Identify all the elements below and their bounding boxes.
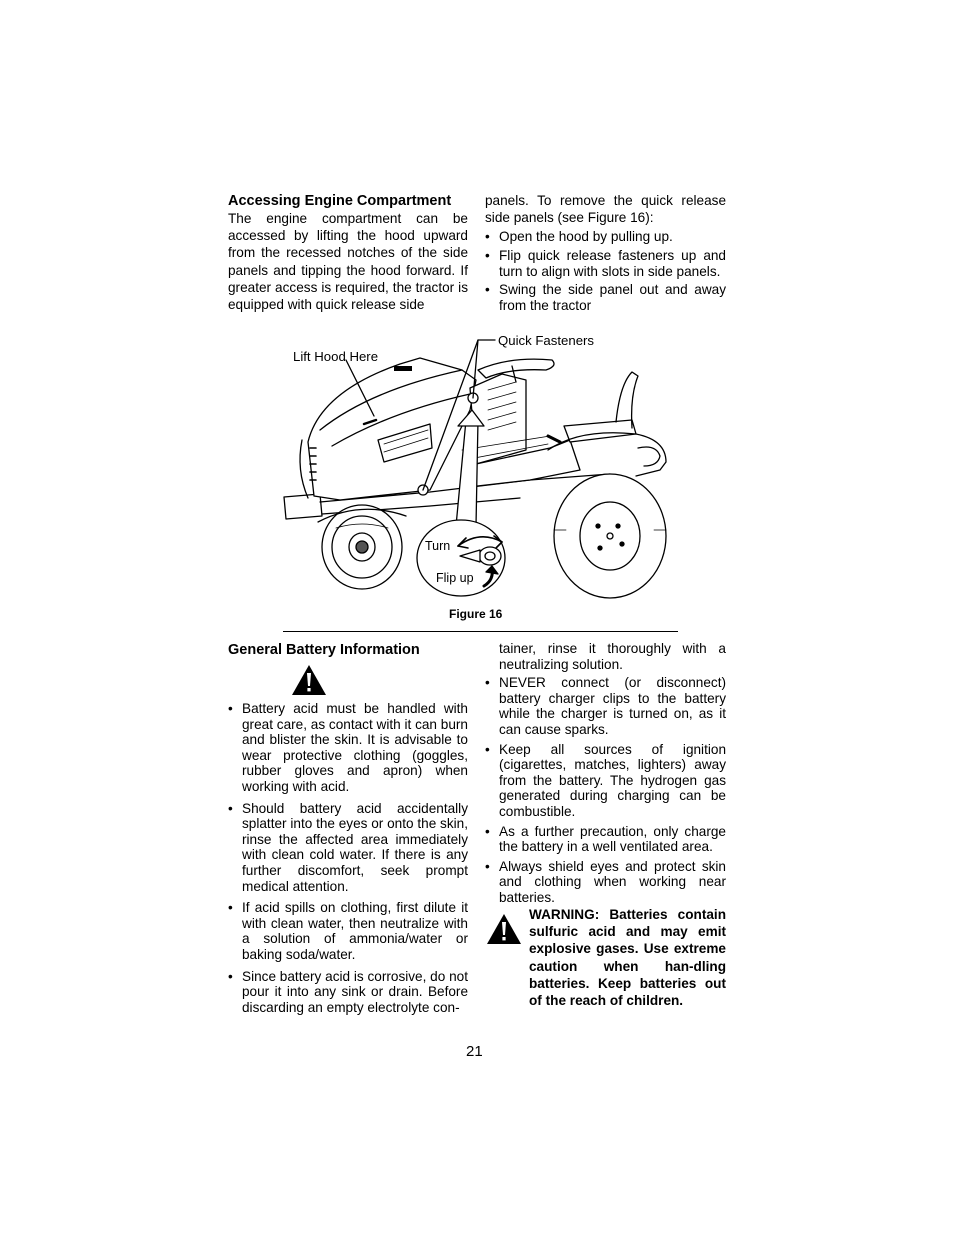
warning-triangle-icon xyxy=(291,664,327,696)
list-item: • If acid spills on clothing, first dilute it with clean water, then neutralize with a solution of ammonia/water or baking soda/water. xyxy=(228,900,468,962)
battery-warning-text: WARNING: Batteries contain sulfuric acid and may emit explosive gases. Use extreme caution when han-dling batteries. Keep batteries out of the reach of children. xyxy=(529,907,726,1009)
flip-up-label: Flip up xyxy=(436,571,474,585)
engine-compartment-paragraph: The engine compartment can be accessed by lifting the hood upward from the recessed notches of the side panels and tipping the hood forward. If greater access is required, the tractor is equipped with quick release side xyxy=(228,211,468,313)
list-item: • NEVER connect (or disconnect) battery charger clips to the battery while the charger is turned on, as it can cause sparks. xyxy=(485,675,726,737)
battery-safety-list xyxy=(228,701,468,1015)
lift-hood-label: Lift Hood Here xyxy=(293,349,379,364)
list-item: • Flip quick release fasteners up and turn to align with slots in side panels. xyxy=(485,248,726,279)
continued-text: tainer, rinse it thoroughly with a neutralizing solution. xyxy=(499,641,726,672)
list-item: • Open the hood by pulling up. xyxy=(485,229,726,245)
section-heading-battery-info: General Battery Information xyxy=(228,642,420,658)
list-item: • Always shield eyes and protect skin and clothing when working near batteries. xyxy=(485,859,726,906)
battery-safety-list-continued xyxy=(485,675,726,905)
list-item: • Battery acid must be handled with great care, as contact with it can burn and blister the skin. It is advisable to wear protective clothing (goggles, rubber gloves and apron) when working with acid. xyxy=(228,701,468,795)
list-item: • Swing the side panel out and away from the tractor xyxy=(485,282,726,313)
side-panel-steps-list xyxy=(485,229,726,313)
section-heading-engine-compartment: Accessing Engine Compartment xyxy=(228,193,452,209)
warning-triangle-icon xyxy=(486,913,522,945)
section-divider xyxy=(283,631,678,632)
list-item: • Should battery acid accidentally splatter into the eyes or onto the skin, rinse the affected area immediately with clean cold water. If there is any further discomfort, seek prompt medical attention. xyxy=(228,801,468,895)
quick-fasteners-label: Quick Fasteners xyxy=(498,333,595,348)
engine-compartment-paragraph-continued: panels. To remove the quick release side panels (see Figure 16): xyxy=(485,193,726,226)
list-item: • Keep all sources of ignition (cigarettes, matches, lighters) away from the battery. The hydrogen gas generated during charging can be combustible. xyxy=(485,742,726,820)
tractor-figure-illustration xyxy=(280,330,680,602)
list-item: • Since battery acid is corrosive, do not pour it into any sink or drain. Before discarding an empty electrolyte con- xyxy=(228,969,468,1016)
turn-label: Turn xyxy=(425,539,451,553)
page-number: 21 xyxy=(466,1043,483,1060)
figure-caption: Figure 16 xyxy=(449,607,503,621)
list-item: • As a further precaution, only charge the battery in a well ventilated area. xyxy=(485,824,726,855)
